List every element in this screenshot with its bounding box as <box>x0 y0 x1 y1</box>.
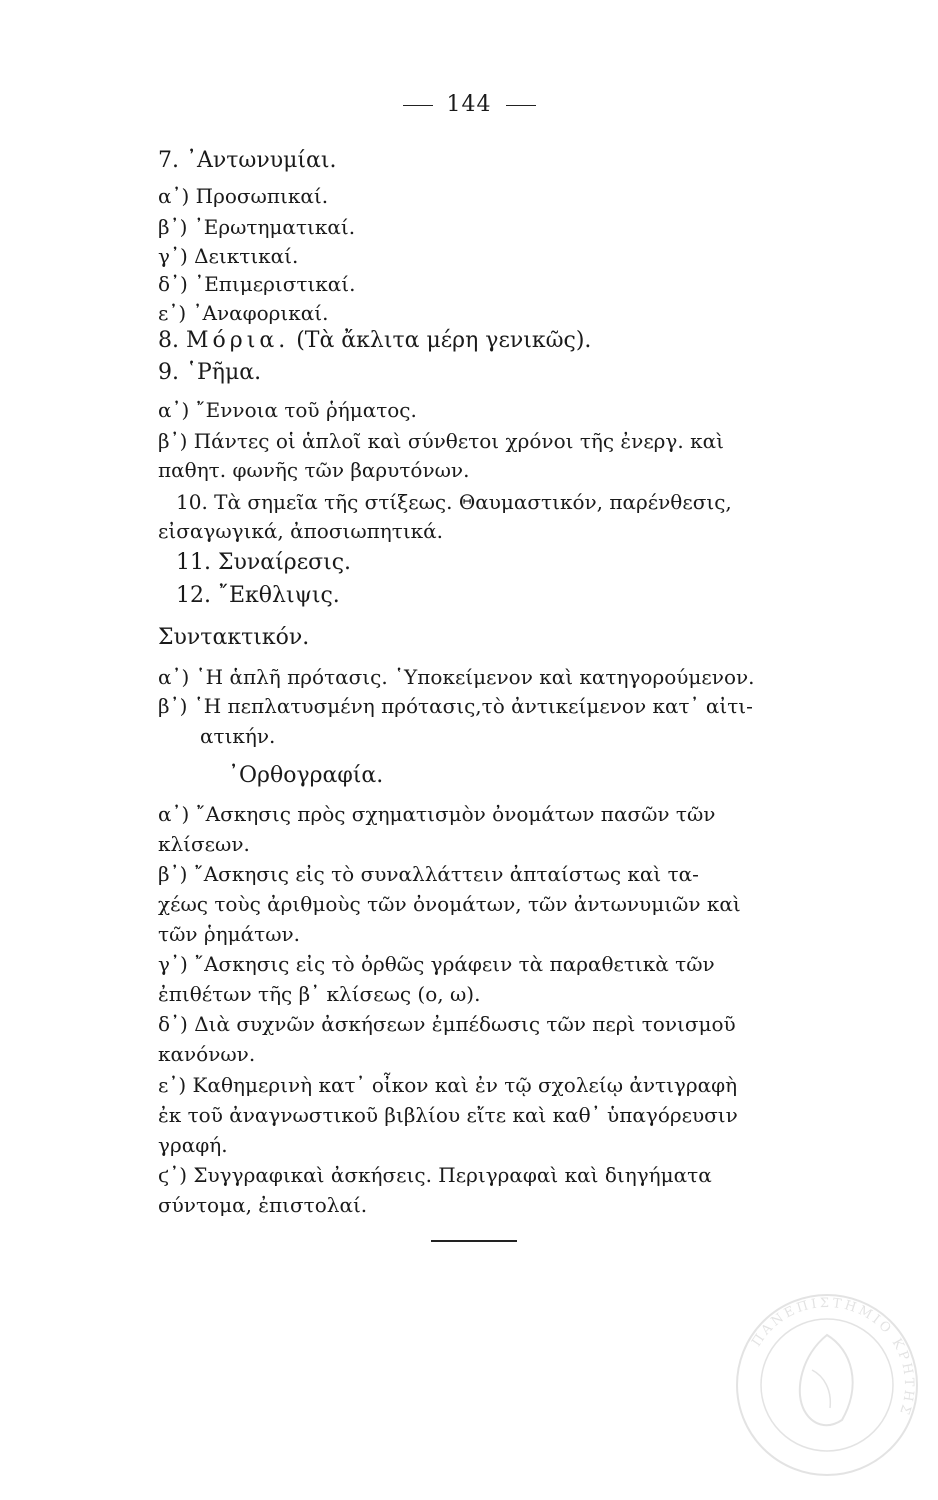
heading-punctuation: 10. Τὰ σημεῖα τῆς στίξεως. Θαυμαστικόν, παρένθεσις, <box>176 490 732 514</box>
list-item: παθητ. φωνῆς τῶν βαρυτόνων. <box>158 458 470 482</box>
list-item: α᾽) Προσωπικαί. <box>158 184 329 208</box>
heading-particles: 8. Μόρια. (Τὰ ἄκλιτα μέρη γενικῶς). <box>158 328 592 353</box>
list-item: ατικήν. <box>200 724 276 748</box>
list-item: α᾽) ῾Η ἁπλῆ πρότασις. ῾Υποκείμενον καὶ κατηγορούμενον. <box>158 665 755 689</box>
end-rule <box>431 1240 517 1242</box>
list-item: τῶν ῥημάτων. <box>158 922 301 946</box>
list-item: δ᾽) Διὰ συχνῶν ἀσκήσεων ἐμπέδωσις τῶν περὶ τονισμοῦ <box>158 1012 736 1036</box>
heading-contraction: 11. Συναίρεσις. <box>176 550 352 575</box>
svg-text:ΠΑΝΕΠΙΣΤΗΜΙΟ ΚΡΗΤΗΣ: ΠΑΝΕΠΙΣΤΗΜΙΟ ΚΡΗΤΗΣ <box>749 1295 917 1419</box>
dash-right <box>506 105 536 106</box>
heading-elision: 12. ῎Εκθλιψις. <box>176 583 340 608</box>
list-item: α᾽) ῎Ασκησις πρὸς σχηματισμὸν ὀνομάτων πασῶν τῶν <box>158 802 716 826</box>
university-seal-watermark <box>732 1290 922 1480</box>
list-item: δ᾽) ᾽Επιμεριστικαί. <box>158 272 356 296</box>
list-item: ἐκ τοῦ ἀναγνωστικοῦ βιβλίου εἴτε καὶ καθ᾽ ὑπαγόρευσιν <box>158 1103 738 1127</box>
list-item: κανόνων. <box>158 1042 256 1066</box>
list-item: β᾽) ᾽Ερωτηματικαί. <box>158 215 356 239</box>
heading-verb: 9. ῾Ρῆμα. <box>158 360 262 385</box>
list-item: ἐπιθέτων τῆς β᾽ κλίσεως (ο, ω). <box>158 982 481 1006</box>
list-item: χέως τοὺς ἀριθμοὺς τῶν ὀνομάτων, τῶν ἀντωνυμιῶν καὶ <box>158 892 741 916</box>
page-number: 144 <box>0 92 938 117</box>
list-item: β᾽) Πάντες οἱ ἁπλοῖ καὶ σύνθετοι χρόνοι τῆς ἐνεργ. καὶ <box>158 429 724 453</box>
heading-pronouns: 7. ᾽Αντωνυμίαι. <box>158 148 337 173</box>
list-item: β᾽) ῾Η πεπλατυσμένη πρότασις,τὸ ἀντικείμενον κατ᾽ αἰτι- <box>158 694 753 718</box>
list-item: γραφή. <box>158 1133 228 1157</box>
heading-orthography: ᾽Ορθογραφία. <box>228 763 384 788</box>
heading-syntax: Συντακτικόν. <box>158 625 310 650</box>
list-item: α᾽) ῎Εννοια τοῦ ῥήματος. <box>158 398 417 422</box>
list-item: γ᾽) Δεικτικαί. <box>158 244 299 268</box>
list-item: γ᾽) ῎Ασκησις εἰς τὸ ὀρθῶς γράφειν τὰ παραθετικὰ τῶν <box>158 952 715 976</box>
dash-left <box>403 105 433 106</box>
list-item: ε᾽) ᾽Αναφορικαί. <box>158 301 329 325</box>
list-item: κλίσεων. <box>158 832 250 856</box>
list-item: β᾽) ῎Ασκησις εἰς τὸ συναλλάττειν ἀπταίστως καὶ τα- <box>158 862 699 886</box>
list-item: σύντομα, ἐπιστολαί. <box>158 1193 368 1217</box>
list-item: εἰσαγωγικά, ἀποσιωπητικά. <box>158 519 444 543</box>
list-item: ϛ᾽) Συγγραφικαὶ ἀσκήσεις. Περιγραφαὶ καὶ διηγήματα <box>158 1163 712 1187</box>
list-item: ε᾽) Καθημερινὴ κατ᾽ οἶκον καὶ ἐν τῷ σχολείῳ ἀντιγραφὴ <box>158 1073 738 1097</box>
